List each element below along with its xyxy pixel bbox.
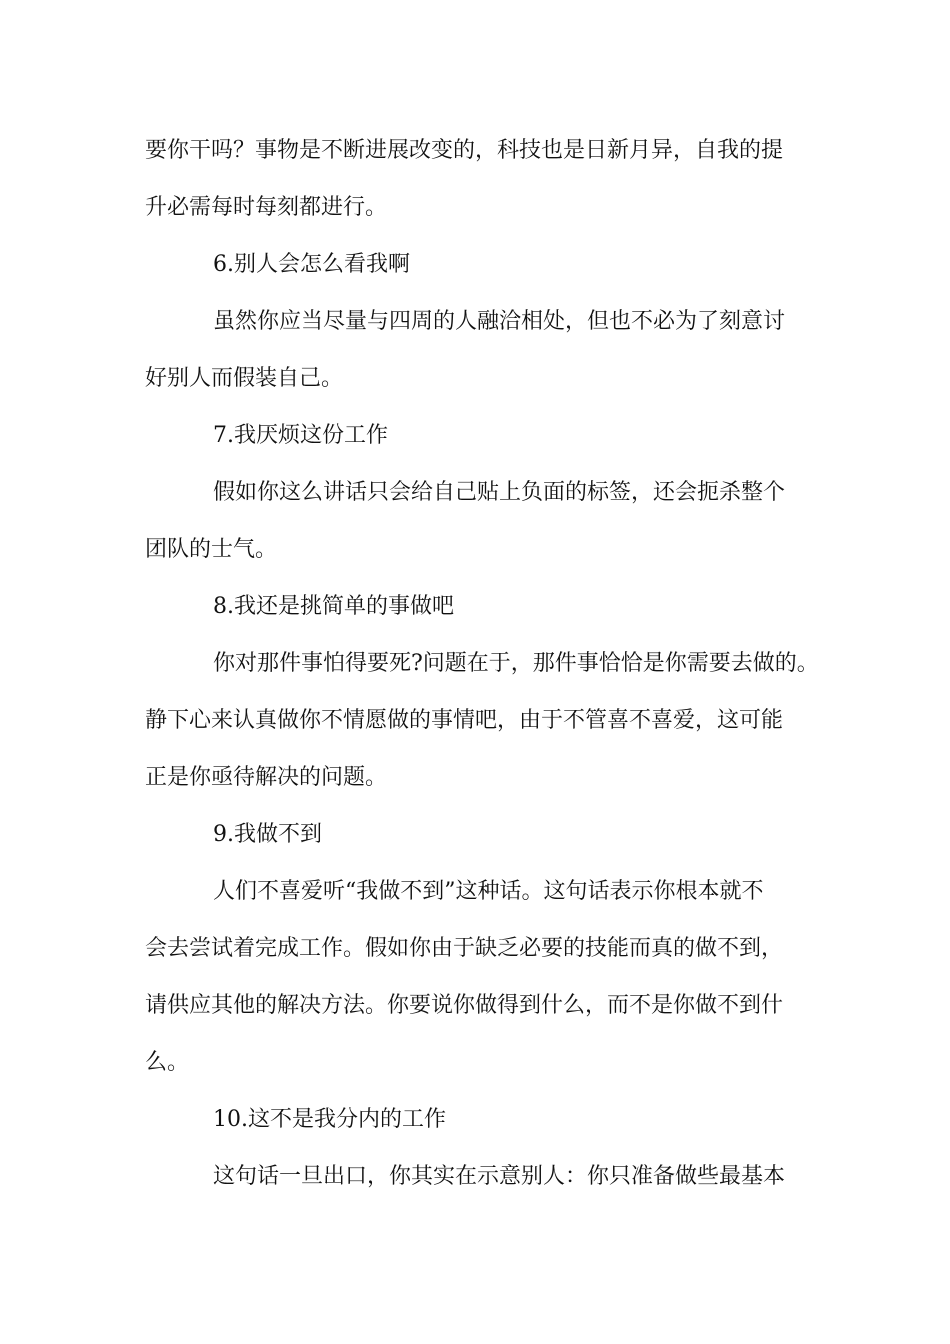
- section-heading: 9.我做不到: [213, 822, 322, 847]
- paragraph-line: 请供应其他的解决方法。你要说你做得到什么，而不是你做不到什: [145, 993, 784, 1018]
- section-heading: 8.我还是挑简单的事做吧: [213, 594, 454, 619]
- section-heading: 6.别人会怎么看我啊: [213, 252, 410, 277]
- paragraph-line: 好别人而假装自己。: [145, 366, 344, 391]
- paragraph-line: 要你干吗？事物是不断进展改变的，科技也是日新月异，自我的提: [145, 138, 784, 163]
- paragraph-line: 虽然你应当尽量与四周的人融洽相处，但也不必为了刻意讨: [213, 309, 786, 334]
- section-heading: 10.这不是我分内的工作: [213, 1107, 446, 1132]
- paragraph-line: 人们不喜爱听“我做不到”这种话。这句话表示你根本就不: [213, 879, 764, 904]
- paragraph-line: 假如你这么讲话只会给自己贴上负面的标签，还会扼杀整个: [213, 480, 786, 505]
- section-heading: 7.我厌烦这份工作: [213, 423, 388, 448]
- paragraph-line: 你对那件事怕得要死?问题在于，那件事恰恰是你需要去做的。: [213, 651, 819, 676]
- paragraph-line: 团队的士气。: [145, 537, 278, 562]
- paragraph-line: 么。: [145, 1050, 190, 1075]
- paragraph-line: 这句话一旦出口，你其实在示意别人：你只准备做些最基本: [213, 1164, 786, 1189]
- paragraph-line: 正是你亟待解决的问题。: [145, 765, 388, 790]
- paragraph-line: 会去尝试着完成工作。假如你由于缺乏必要的技能而真的做不到，: [145, 936, 784, 961]
- paragraph-line: 静下心来认真做你不情愿做的事情吧，由于不管喜不喜爱，这可能: [145, 708, 784, 733]
- paragraph-line: 升必需每时每刻都进行。: [145, 195, 388, 220]
